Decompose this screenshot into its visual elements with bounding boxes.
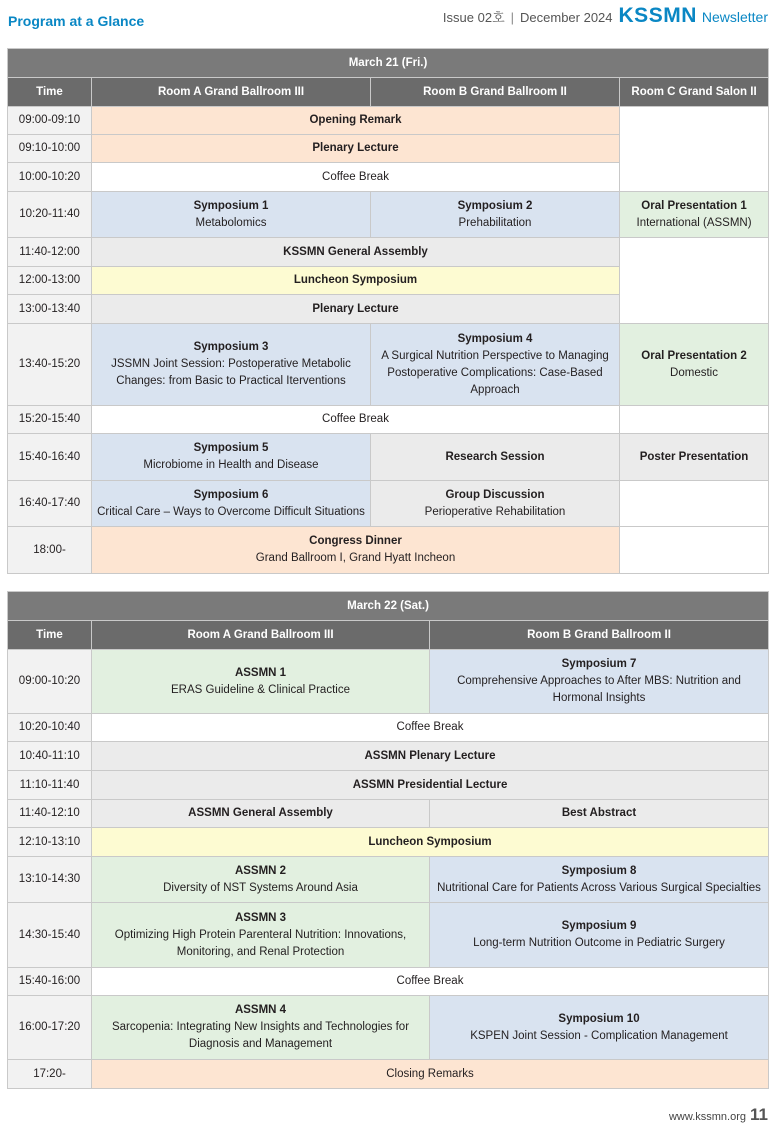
session-cell <box>92 135 620 163</box>
session-cell <box>92 527 620 574</box>
day1-col-time: Time <box>8 78 92 107</box>
time-cell: 09:00-09:10 <box>8 107 92 135</box>
session-cell <box>430 857 769 903</box>
table-row <box>8 996 769 1060</box>
table-row <box>8 742 769 771</box>
table-row <box>8 107 769 135</box>
page-footer <box>669 1105 768 1125</box>
time-cell: 15:40-16:00 <box>8 968 92 996</box>
section-title: Program at a Glance <box>8 13 145 29</box>
time-cell: 10:20-10:40 <box>8 714 92 742</box>
session-title: Luncheon Symposium <box>368 835 492 848</box>
page-number: 11 <box>750 1105 768 1124</box>
session-subtitle: A Surgical Nutrition Perspective to Managing Postoperative Complications: Case-Based Approach <box>381 349 609 396</box>
day1-title: March 21 (Fri.) <box>8 49 769 78</box>
session-title: Symposium 2 <box>457 199 533 212</box>
session-cell <box>92 996 430 1060</box>
session-cell <box>92 406 620 434</box>
session-cell <box>430 800 769 828</box>
day2-title: March 22 (Sat.) <box>8 592 769 621</box>
session-cell <box>92 828 769 857</box>
table-row <box>8 324 769 406</box>
day2-col-time: Time <box>8 621 92 650</box>
session-title: Symposium 6 <box>193 488 269 501</box>
table-row <box>8 857 769 903</box>
session-subtitle: Prehabilitation <box>458 216 532 229</box>
table-row <box>8 828 769 857</box>
session-title: Oral Presentation 2 <box>641 349 747 362</box>
table-row <box>8 406 769 434</box>
session-subtitle: Domestic <box>670 366 718 379</box>
session-title: Research Session <box>445 450 545 463</box>
session-cell <box>92 324 371 406</box>
session-title: ASSMN 1 <box>234 666 287 679</box>
session-title: ASSMN Presidential Lecture <box>352 778 508 791</box>
session-subtitle: Grand Ballroom I, Grand Hyatt Incheon <box>255 552 456 564</box>
empty-cell <box>620 107 769 192</box>
time-cell: 15:20-15:40 <box>8 406 92 434</box>
session-title: Symposium 9 <box>561 920 637 932</box>
session-cell <box>430 903 769 968</box>
session-cell <box>92 434 371 481</box>
session-cell <box>92 968 769 996</box>
session-subtitle: Metabolomics <box>195 216 267 229</box>
session-subtitle: Microbiome in Health and Disease <box>143 459 319 471</box>
session-title: ASSMN 3 <box>234 911 287 924</box>
session-title: ASSMN 2 <box>234 864 287 877</box>
time-cell: 10:00-10:20 <box>8 163 92 192</box>
time-cell: 09:10-10:00 <box>8 135 92 163</box>
session-cell <box>92 295 620 324</box>
session-title: Symposium 3 <box>193 341 269 353</box>
session-title: Luncheon Symposium <box>293 274 418 286</box>
session-title: ASSMN 4 <box>234 1004 287 1016</box>
session-title: Symposium 10 <box>558 1012 640 1025</box>
time-cell: 18:00- <box>8 527 92 574</box>
brand-logo: KSSMN <box>618 4 697 27</box>
time-cell: 13:00-13:40 <box>8 295 92 324</box>
session-title: Symposium 7 <box>561 658 637 670</box>
session-cell <box>92 481 371 527</box>
session-subtitle: Coffee Break <box>396 975 464 987</box>
time-cell: 12:00-13:00 <box>8 267 92 295</box>
session-subtitle: ERAS Guideline & Clinical Practice <box>171 683 350 696</box>
session-subtitle: Critical Care – Ways to Overcome Difficult Situations <box>97 505 365 518</box>
session-subtitle: Diversity of NST Systems Around Asia <box>163 881 358 894</box>
table-row <box>8 771 769 800</box>
day2-col-room-b: Room B Grand Ballroom II <box>430 621 769 650</box>
session-subtitle: Closing Remarks <box>386 1067 474 1080</box>
time-cell: 10:20-11:40 <box>8 192 92 238</box>
session-cell <box>92 714 769 742</box>
session-title: Symposium 1 <box>193 199 269 212</box>
time-cell: 11:40-12:10 <box>8 800 92 828</box>
header-separator: | <box>510 10 515 25</box>
time-cell: 11:10-11:40 <box>8 771 92 800</box>
session-cell <box>92 771 769 800</box>
time-cell: 12:10-13:10 <box>8 828 92 857</box>
time-cell: 15:40-16:40 <box>8 434 92 481</box>
session-subtitle: International (ASSMN) <box>636 216 752 229</box>
website-link[interactable]: www.kssmn.org <box>668 1111 747 1123</box>
session-title: Poster Presentation <box>639 450 749 463</box>
session-title: Opening Remark <box>309 114 402 126</box>
time-cell: 16:40-17:40 <box>8 481 92 527</box>
session-cell <box>92 903 430 968</box>
issue-info <box>443 4 768 28</box>
session-cell <box>92 192 371 238</box>
session-title: Symposium 5 <box>193 442 269 454</box>
day2-schedule-table <box>7 591 769 1089</box>
table-row <box>8 238 769 267</box>
session-title: Best Abstract <box>561 807 637 819</box>
table-row <box>8 968 769 996</box>
session-subtitle: KSPEN Joint Session - Complication Management <box>470 1029 728 1042</box>
table-row <box>8 650 769 714</box>
day1-col-room-c: Room C Grand Salon II <box>620 78 769 107</box>
session-title: Symposium 8 <box>561 864 637 877</box>
session-subtitle: Nutritional Care for Patients Across Various Surgical Specialties <box>437 881 761 894</box>
table-row <box>8 1060 769 1089</box>
time-cell: 16:00-17:20 <box>8 996 92 1060</box>
session-cell <box>92 742 769 771</box>
session-subtitle: Optimizing High Protein Parenteral Nutrition: Innovations, Monitoring, and Renal Protection <box>114 928 407 958</box>
empty-cell <box>620 527 769 574</box>
day1-col-room-a: Room A Grand Ballroom III <box>92 78 371 107</box>
session-cell <box>92 163 620 192</box>
time-cell: 13:40-15:20 <box>8 324 92 406</box>
session-subtitle: Long-term Nutrition Outcome in Pediatric Surgery <box>473 937 725 949</box>
issue-number: Issue 02호 <box>442 10 505 25</box>
session-cell <box>620 192 769 238</box>
empty-cell <box>620 481 769 527</box>
session-title: Plenary Lecture <box>312 302 399 315</box>
day1-schedule-table <box>7 48 769 574</box>
session-cell <box>430 650 769 714</box>
table-row <box>8 434 769 481</box>
time-cell: 09:00-10:20 <box>8 650 92 714</box>
session-subtitle: Coffee Break <box>396 721 464 733</box>
session-title: Congress Dinner <box>309 535 402 547</box>
session-cell <box>371 434 620 481</box>
time-cell: 10:40-11:10 <box>8 742 92 771</box>
session-cell <box>92 650 430 714</box>
session-title: Symposium 4 <box>457 332 533 345</box>
session-subtitle: Perioperative Rehabilitation <box>424 505 566 518</box>
session-cell <box>92 800 430 828</box>
day2-col-room-a: Room A Grand Ballroom III <box>92 621 430 650</box>
time-cell: 14:30-15:40 <box>8 903 92 968</box>
table-row <box>8 714 769 742</box>
session-cell <box>620 434 769 481</box>
newsletter-label: Newsletter <box>701 9 768 25</box>
session-title: Oral Presentation 1 <box>641 199 747 212</box>
session-cell <box>371 481 620 527</box>
table-row <box>8 192 769 238</box>
session-subtitle: Sarcopenia: Integrating New Insights and Technologies for Diagnosis and Management <box>111 1021 410 1050</box>
table-row <box>8 527 769 574</box>
session-cell <box>371 192 620 238</box>
time-cell: 13:10-14:30 <box>8 857 92 903</box>
session-cell <box>92 1060 769 1089</box>
session-title: ASSMN General Assembly <box>188 807 333 819</box>
session-cell <box>92 267 620 295</box>
session-subtitle: JSSMN Joint Session: Postoperative Metabolic Changes: from Basic to Practical Iterventions <box>111 358 351 387</box>
empty-cell <box>620 406 769 434</box>
session-title: Plenary Lecture <box>312 142 399 154</box>
empty-cell <box>620 238 769 324</box>
table-row <box>8 481 769 527</box>
issue-date: December 2024 <box>520 10 613 25</box>
session-subtitle: Coffee Break <box>322 413 389 425</box>
time-cell: 17:20- <box>8 1060 92 1089</box>
session-subtitle: Comprehensive Approaches to After MBS: Nutrition and Hormonal Insights <box>457 675 741 704</box>
day1-col-room-b: Room B Grand Ballroom II <box>371 78 620 107</box>
session-title: ASSMN Plenary Lecture <box>364 749 496 762</box>
session-cell <box>92 857 430 903</box>
table-row <box>8 903 769 968</box>
time-cell: 11:40-12:00 <box>8 238 92 267</box>
session-cell <box>430 996 769 1060</box>
session-cell <box>620 324 769 406</box>
session-cell <box>92 238 620 267</box>
session-cell <box>371 324 620 406</box>
session-subtitle: Coffee Break <box>322 170 389 183</box>
session-title: KSSMN General Assembly <box>283 245 428 258</box>
session-cell <box>92 107 620 135</box>
session-title: Group Discussion <box>445 488 545 501</box>
table-row <box>8 800 769 828</box>
